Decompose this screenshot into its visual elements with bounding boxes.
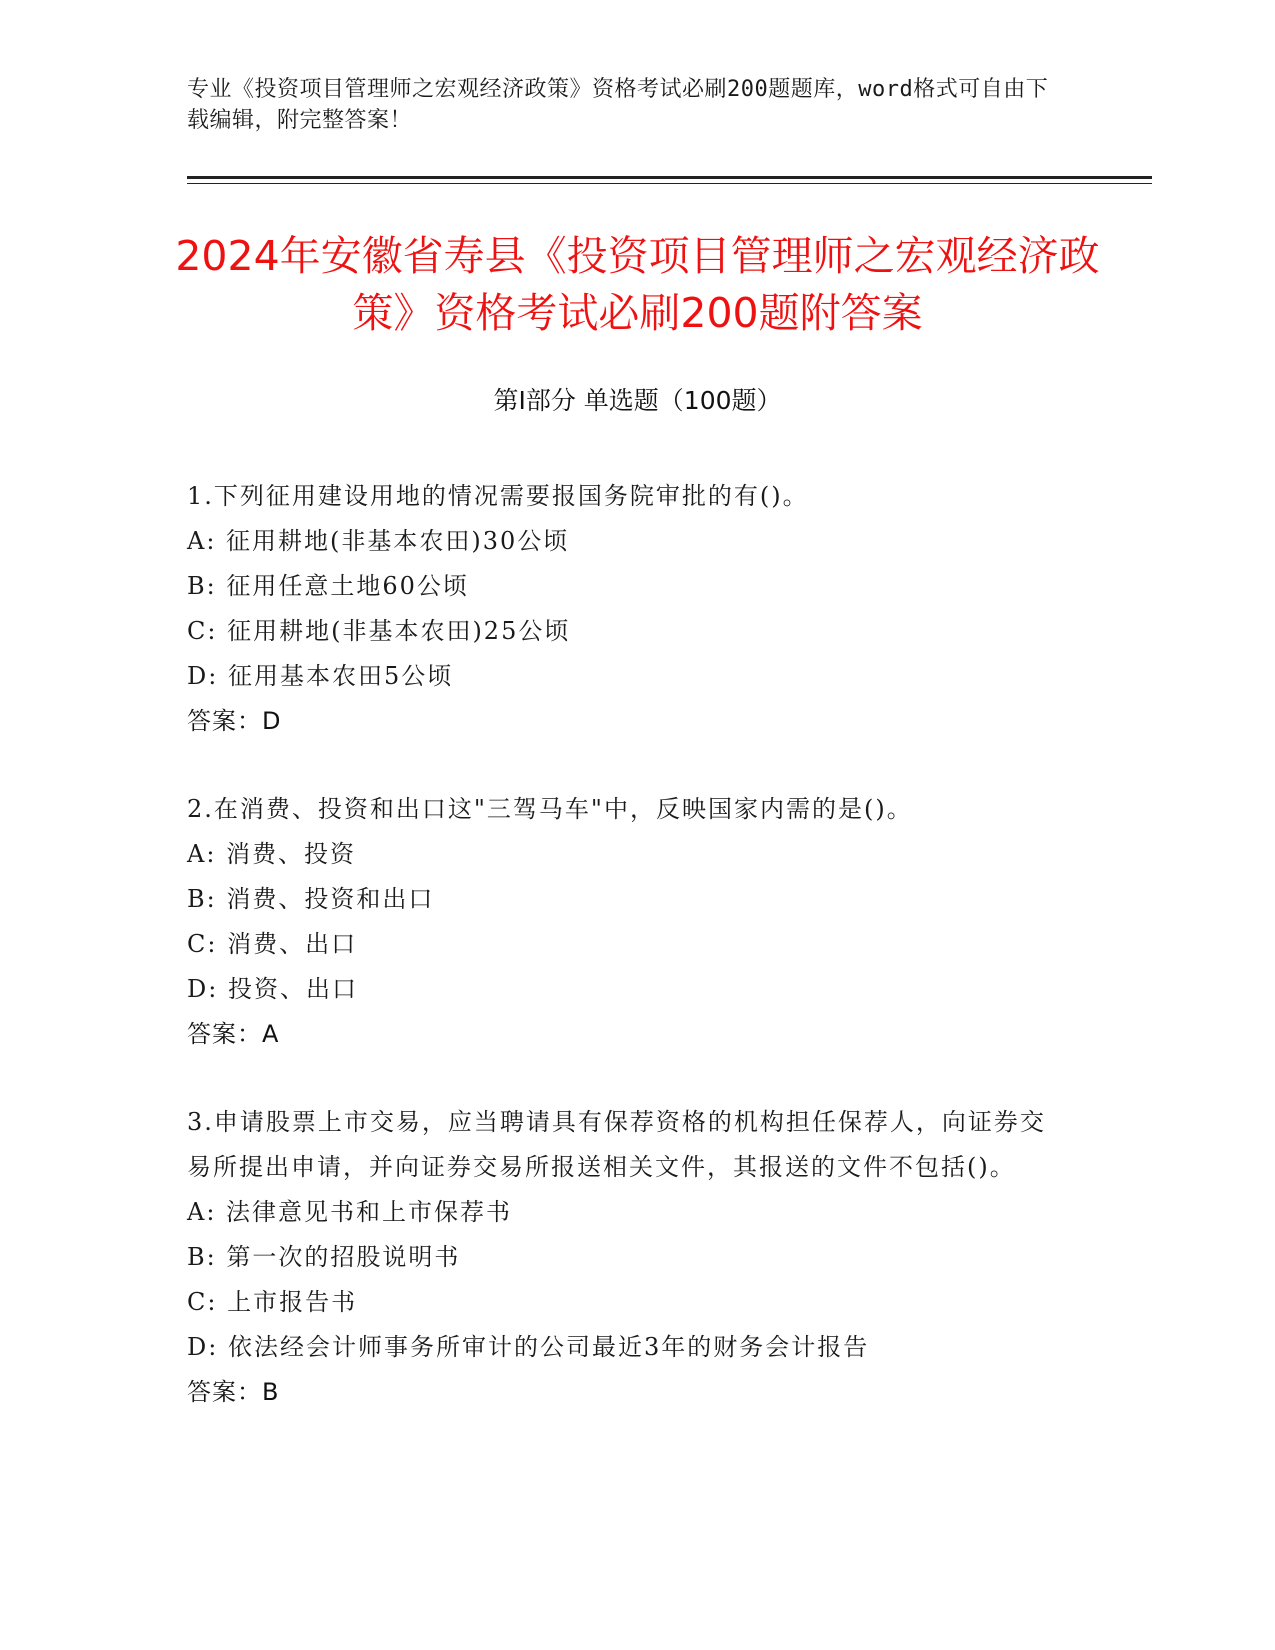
- option-d: D: 投资、出口: [187, 975, 358, 1003]
- option-a: A: 征用耕地(非基本农田)30公顷: [187, 527, 570, 555]
- option-d: D: 征用基本农田5公顷: [187, 662, 454, 690]
- question-stem: 3.申请股票上市交易，应当聘请具有保荐资格的机构担任保荐人，向证券交易所提出申请，并向证券交易所报送相关文件，其报送的文件不包括()。: [187, 1108, 1046, 1181]
- question-list: [187, 474, 1067, 1458]
- option-d: D: 依法经会计师事务所审计的公司最近3年的财务会计报告: [187, 1333, 870, 1361]
- question-1: [187, 474, 1067, 744]
- option-a: A: 法律意见书和上市保荐书: [187, 1198, 513, 1226]
- question-stem: 1.下列征用建设用地的情况需要报国务院审批的有()。: [187, 482, 809, 510]
- answer: 答案：B: [187, 1378, 280, 1406]
- answer: 答案：A: [187, 1020, 280, 1048]
- document-title: 2024年安徽省寿县《投资项目管理师之宏观经济政策》资格考试必刷200题附答案: [175, 232, 1100, 337]
- option-b: B: 第一次的招股说明书: [187, 1243, 461, 1271]
- question-stem: 2.在消费、投资和出口这"三驾马车"中，反映国家内需的是()。: [187, 795, 913, 823]
- header-divider-thick: [187, 176, 1152, 179]
- question-3: [187, 1100, 1067, 1415]
- option-b: B: 征用任意土地60公顷: [187, 572, 469, 600]
- option-c: C: 消费、出口: [187, 930, 358, 958]
- answer: 答案：D: [187, 707, 282, 735]
- option-b: B: 消费、投资和出口: [187, 885, 435, 913]
- question-2: [187, 787, 1067, 1057]
- header-note: 专业《投资项目管理师之宏观经济政策》资格考试必刷200题题库，word格式可自由下载编辑，附完整答案！: [187, 77, 1049, 133]
- option-c: C: 上市报告书: [187, 1288, 358, 1316]
- option-c: C: 征用耕地(非基本农田)25公顷: [187, 617, 571, 645]
- section-heading: 第Ⅰ部分 单选题（100题）: [493, 386, 782, 415]
- header-divider-thin: [187, 183, 1152, 184]
- option-a: A: 消费、投资: [187, 840, 357, 868]
